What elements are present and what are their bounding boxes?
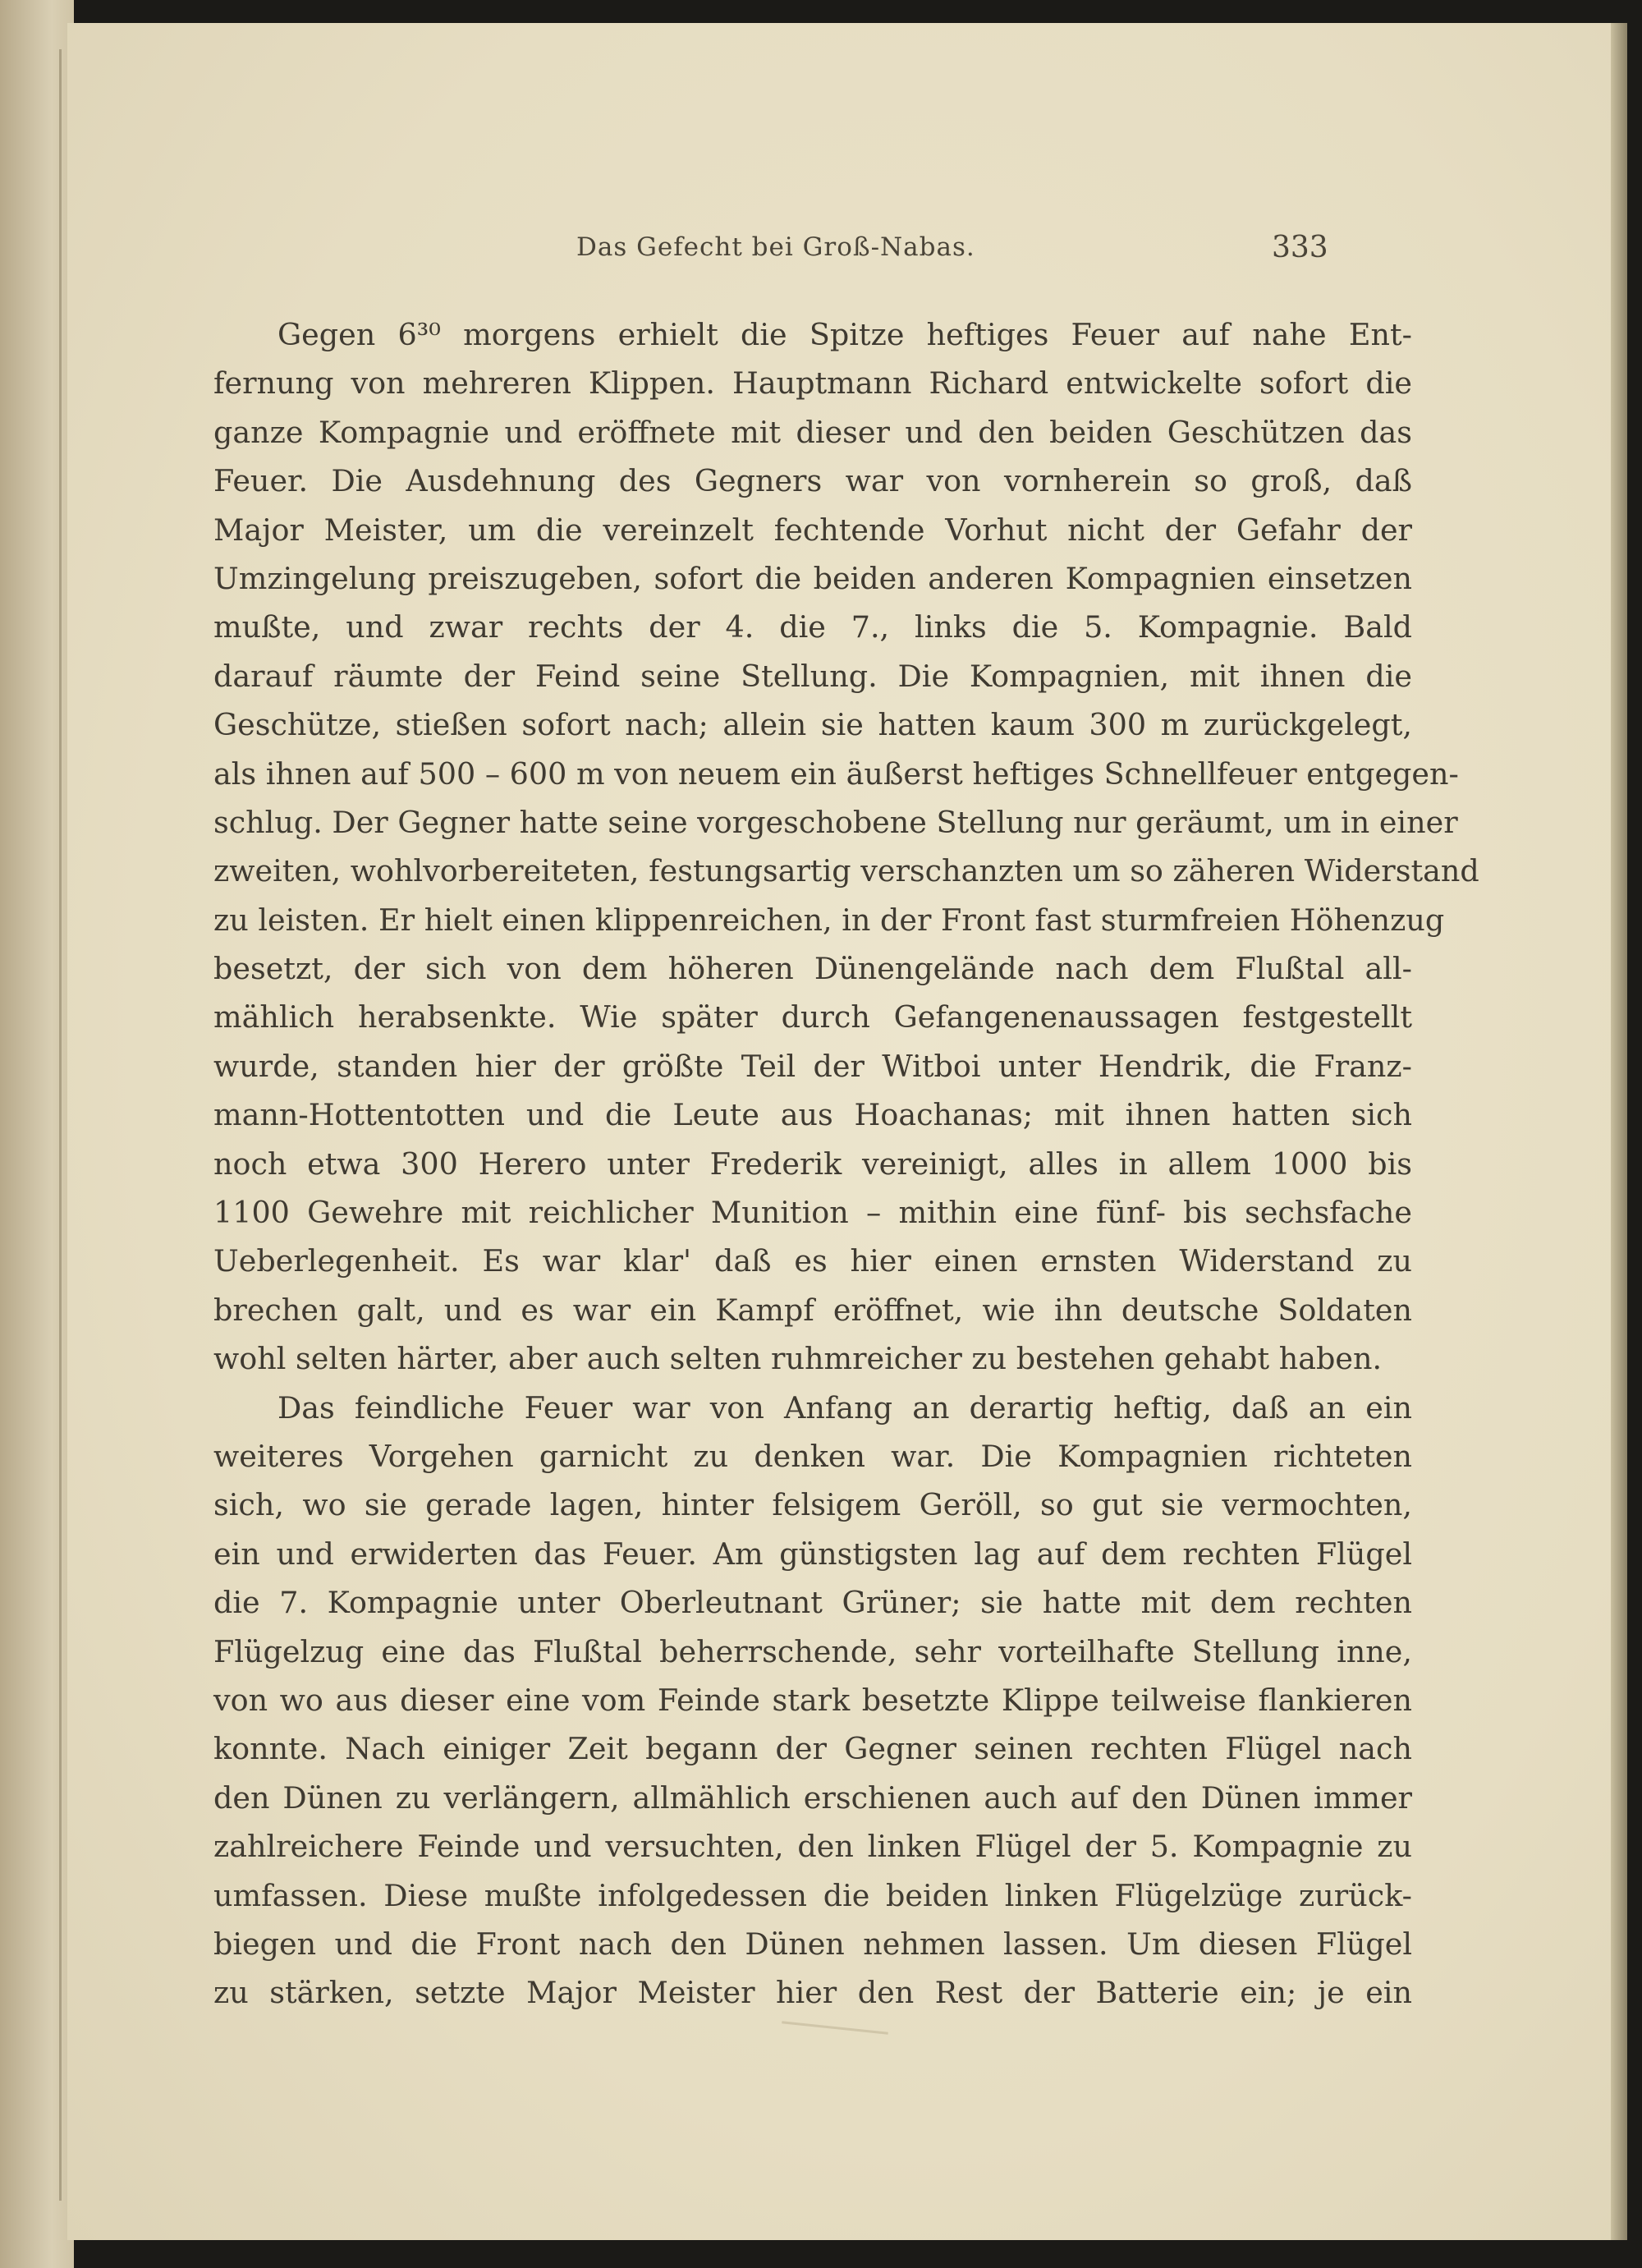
text-line: zahlreichere Feinde und versuchten, den linken Flügel der 5. Kompagnie zu xyxy=(213,1829,1412,1865)
text-line: zu leisten. Er hielt einen klippenreichen, in der Front fast sturmfreien Höhenzug xyxy=(213,902,1445,938)
paper-mark xyxy=(782,2021,888,2035)
text-line: als ihnen auf 500 – 600 m von neuem ein äußerst heftiges Schnellfeuer entgegen- xyxy=(213,755,1459,792)
book-page xyxy=(67,23,1611,2240)
text-line: umfassen. Diese mußte infolgedessen die beiden linken Flügelzüge zurück- xyxy=(213,1877,1412,1913)
text-line: fernung von mehreren Klippen. Hauptmann Richard entwickelte sofort die xyxy=(213,365,1412,402)
text-line: schlug. Der Gegner hatte seine vorgeschobene Stellung nur geräumt, um in einer xyxy=(213,804,1458,840)
text-line: die 7. Kompagnie unter Oberleutnant Grüner; sie hatte mit dem rechten xyxy=(213,1585,1412,1621)
text-line: Geschütze, stießen sofort nach; allein sie hatten kaum 300 m zurückgelegt, xyxy=(213,707,1412,743)
text-line: Ueberlegenheit. Es war klar' daß es hier einen ernsten Widerstand zu xyxy=(213,1243,1412,1279)
running-title: Das Gefecht bei Groß-Nabas. xyxy=(576,232,975,262)
text-line: Major Meister, um die vereinzelt fechtende Vorhut nicht der Gefahr der xyxy=(213,512,1412,548)
page-header xyxy=(67,232,1611,273)
text-line: zweiten, wohlvorbereiteten, festungsartig verschanzten um so zäheren Widerstand xyxy=(213,853,1479,889)
text-line: Flügelzug eine das Flußtal beherrschende, sehr vorteilhafte Stellung inne, xyxy=(213,1633,1412,1669)
page-edge-right xyxy=(1611,23,1627,2240)
text-line: ganze Kompagnie und eröffnete mit dieser und den beiden Geschützen das xyxy=(213,414,1412,450)
text-line: mann-Hottentotten und die Leute aus Hoachanas; mit ihnen hatten sich xyxy=(213,1097,1412,1133)
text-line: mählich herabsenkte. Wie später durch Gefangenenaussagen festgestellt xyxy=(213,999,1412,1035)
text-line: weiteres Vorgehen garnicht zu denken war. Die Kompagnien richteten xyxy=(213,1438,1412,1474)
text-line: sich, wo sie gerade lagen, hinter felsigem Geröll, so gut sie vermochten, xyxy=(213,1487,1412,1523)
text-line: Gegen 6³⁰ morgens erhielt die Spitze heftiges Feuer auf nahe Ent- xyxy=(277,317,1412,352)
text-line: noch etwa 300 Herero unter Frederik vereinigt, alles in allem 1000 bis xyxy=(213,1145,1412,1182)
adjacent-page-edge xyxy=(0,0,74,2268)
text-line: Feuer. Die Ausdehnung des Gegners war von vornherein so groß, daß xyxy=(213,463,1412,499)
text-line: konnte. Nach einiger Zeit begann der Gegner seinen rechten Flügel nach xyxy=(213,1731,1412,1767)
text-line: brechen galt, und es war ein Kampf eröffnet, wie ihn deutsche Soldaten xyxy=(213,1292,1412,1328)
text-line: wurde, standen hier der größte Teil der Witboi unter Hendrik, die Franz- xyxy=(213,1048,1412,1084)
text-line: wohl selten härter, aber auch selten ruhmreicher zu bestehen gehabt haben. xyxy=(213,1341,1383,1377)
text-line: den Dünen zu verlängern, allmählich erschienen auch auf den Dünen immer xyxy=(213,1779,1412,1816)
text-line: 1100 Gewehre mit reichlicher Munition – mithin eine fünf- bis sechsfache xyxy=(213,1195,1412,1231)
text-line: besetzt, der sich von dem höheren Dünengelände nach dem Flußtal all- xyxy=(213,951,1412,987)
text-line: von wo aus dieser eine vom Feinde stark besetzte Klippe teilweise flankieren xyxy=(213,1682,1412,1718)
text-line: Das feindliche Feuer war von Anfang an derartig heftig, daß an ein xyxy=(277,1389,1412,1426)
text-line: Umzingelung preiszugeben, sofort die beiden anderen Kompagnien einsetzen xyxy=(213,560,1412,596)
text-line: mußte, und zwar rechts der 4. die 7., links die 5. Kompagnie. Bald xyxy=(213,609,1412,645)
text-line: zu stärken, setzte Major Meister hier den Rest der Batterie ein; je ein xyxy=(213,1975,1412,2011)
text-line: biegen und die Front nach den Dünen nehmen lassen. Um diesen Flügel xyxy=(213,1926,1412,1962)
text-line: ein und erwiderten das Feuer. Am günstigsten lag auf dem rechten Flügel xyxy=(213,1536,1412,1572)
text-line: darauf räumte der Feind seine Stellung. Die Kompagnien, mit ihnen die xyxy=(213,658,1412,694)
page-number: 333 xyxy=(1272,231,1328,264)
body-text xyxy=(213,310,1479,2018)
